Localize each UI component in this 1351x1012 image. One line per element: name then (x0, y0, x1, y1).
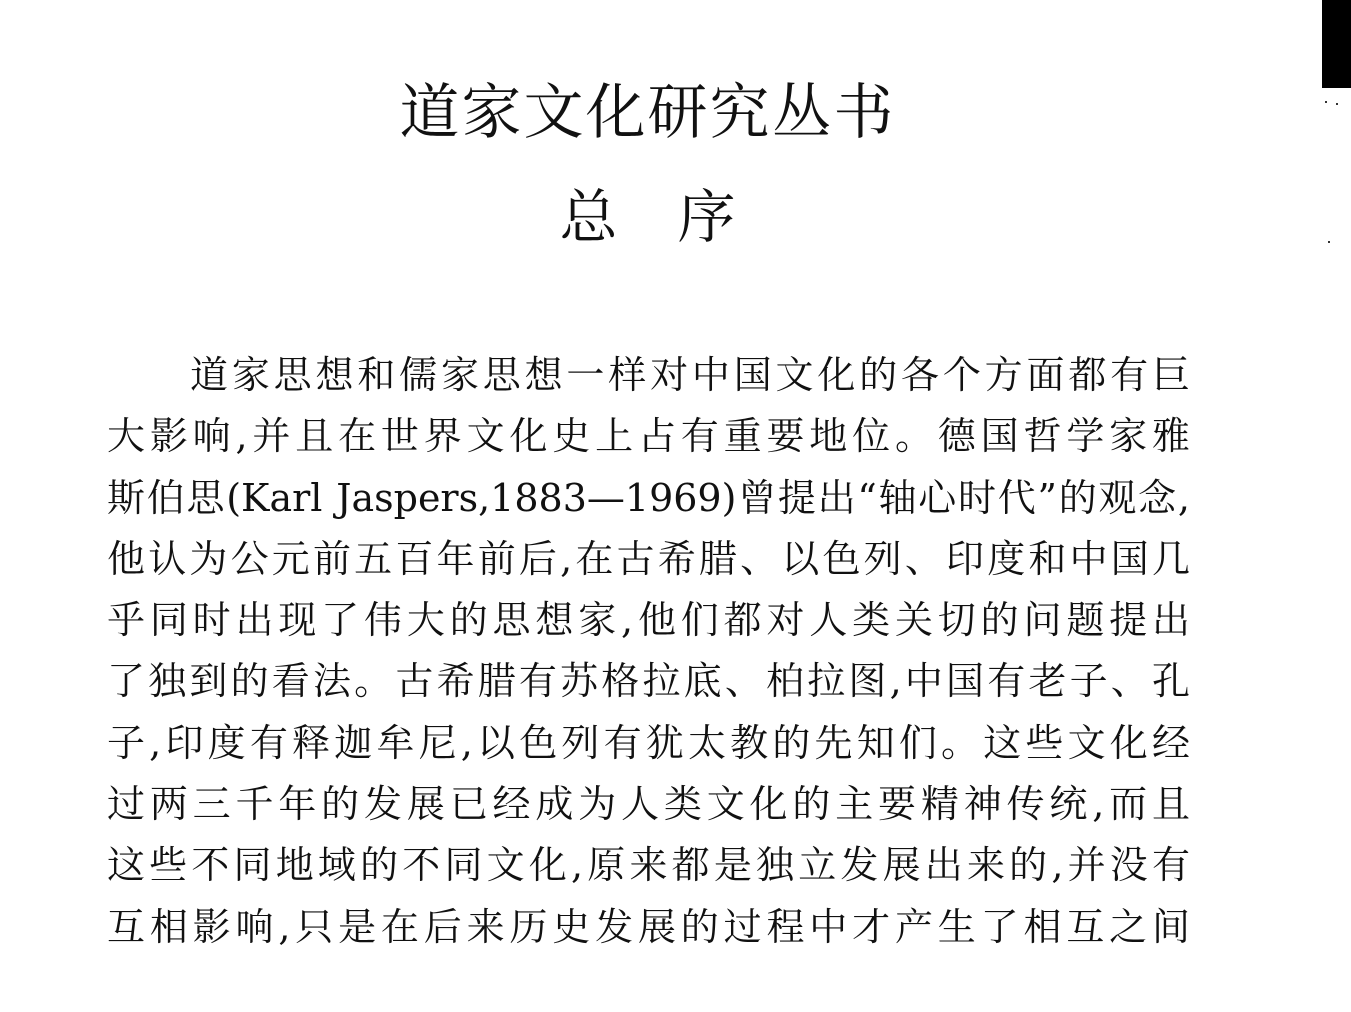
page-edge-bar (1322, 0, 1351, 88)
text-line: 他认为公元前五百年前后,在古希腊、以色列、印度和中国几 (107, 536, 1190, 581)
text-line: 斯伯思(Karl Jaspers,1883—1969)曾提出“轴心时代”的观念, (107, 475, 1190, 520)
text-line: 道家思想和儒家思想一样对中国文化的各个方面都有巨 (190, 353, 1190, 397)
scan-speck (1325, 101, 1327, 103)
section-title: 总序 (559, 183, 796, 251)
text-line: 大影响,并且在世界文化史上占有重要地位。德国哲学家雅 (107, 414, 1190, 459)
text-line: 了独到的看法。古希腊有苏格拉底、柏拉图,中国有老子、孔 (107, 659, 1190, 704)
text-line: 互相影响,只是在后来历史发展的过程中才产生了相互之间 (107, 904, 1190, 949)
scan-speck (1336, 103, 1338, 105)
text-line: 乎同时出现了伟大的思想家,他们都对人类关切的问题提出 (107, 598, 1190, 643)
text-line: 过两三千年的发展已经成为人类文化的主要精神传统,而且 (107, 782, 1190, 827)
body-paragraph (107, 345, 1190, 958)
scan-speck (1328, 241, 1330, 243)
text-line: 子,印度有释迦牟尼,以色列有犹太教的先知们。这些文化经 (107, 720, 1190, 765)
text-line: 这些不同地域的不同文化,原来都是独立发展出来的,并没有 (107, 843, 1190, 888)
series-title: 道家文化研究丛书 (399, 78, 896, 148)
